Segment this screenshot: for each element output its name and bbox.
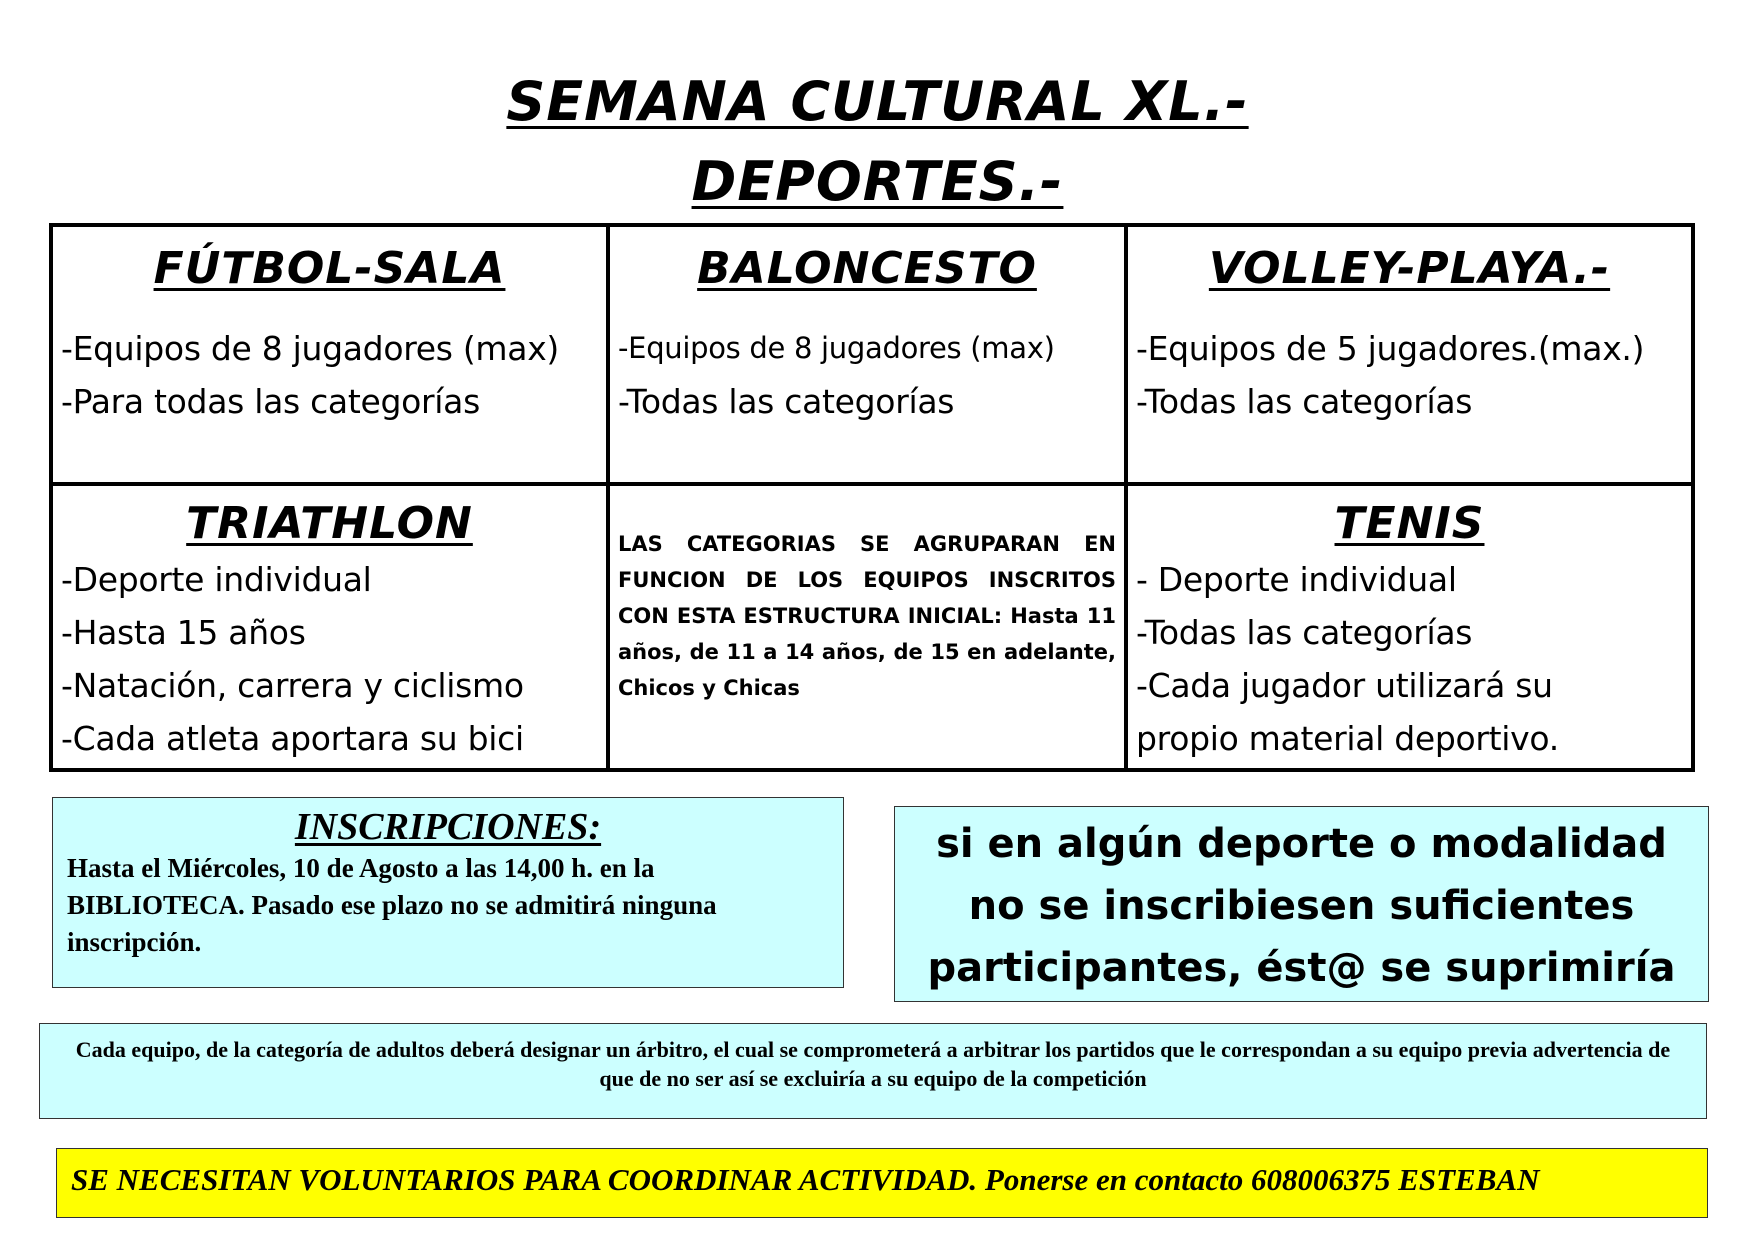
page-subtitle: DEPORTES.- [691,150,1064,213]
tenis-cell [1128,486,1691,768]
categories-note: LAS CATEGORIAS SE AGRUPARAN EN FUNCION DE LOS EQUIPOS INSCRITOS CON ESTA ESTRUCTURA INICIAL: Hasta 11 años, de 11 a 14 años, de 15 en adelante, Chicos y Chicas [618,532,1116,700]
baloncesto-cell [610,227,1128,486]
volley-playa-title: VOLLEY-PLAYA.- [1208,243,1611,294]
referee-notice-text: Cada equipo, de la categoría de adultos deberá designar un árbitro, el cual se comprometerá a arbitrar los partidos que le correspondan a su equipo previa advertencia de que de no ser así se excluiría a su equipo de la competición [75,1037,1671,1091]
sports-table [49,223,1695,772]
baloncesto-title: BALONCESTO [697,243,1037,294]
inscripciones-box [52,797,844,988]
page-title: SEMANA CULTURAL XL.- [506,70,1249,133]
inscripciones-text: Hasta el Miércoles, 10 de Agosto a las 14,00 h. en la BIBLIOTECA. Pasado ese plazo no se admitirá ninguna inscripción. [67,853,717,957]
list-item: -Deporte individual [61,560,372,599]
list-item: -Todas las categorías [1136,613,1473,652]
volunteer-box [56,1148,1708,1218]
list-item: -Cada atleta aportara su bici [61,719,524,758]
baloncesto-list [618,322,1116,428]
list-item: -Equipos de 8 jugadores (max) [618,331,1055,365]
futbol-sala-title: FÚTBOL-SALA [153,243,506,294]
volley-playa-list [1136,322,1683,428]
list-item: -Cada jugador utilizará su [1136,666,1553,705]
futbol-sala-cell [53,227,610,486]
list-item: - Deporte individual [1136,560,1457,599]
list-item: -Todas las categorías [1136,382,1473,421]
triathlon-title: TRIATHLON [186,498,473,549]
warning-text: si en algún deporte o modalidad no se inscribiesen suficientes participantes, ést@ se suprimiría [927,821,1676,991]
volley-playa-cell [1128,227,1691,486]
list-item: propio material deportivo. [1136,719,1559,758]
tenis-list [1136,553,1683,765]
tenis-title: TENIS [1334,498,1485,549]
warning-box [894,806,1709,1002]
triathlon-cell [53,486,610,768]
list-item: -Equipos de 5 jugadores.(max.) [1136,329,1645,368]
volunteer-text: SE NECESITAN VOLUNTARIOS PARA COORDINAR ACTIVIDAD. Ponerse en contacto 608006375 ESTEBAN [71,1162,1540,1197]
list-item: -Hasta 15 años [61,613,306,652]
list-item: -Equipos de 8 jugadores (max) [61,329,559,368]
triathlon-list [61,553,598,765]
futbol-sala-list [61,322,598,428]
inscripciones-title: INSCRIPCIONES: [294,806,602,848]
categories-cell [610,486,1128,768]
list-item: -Para todas las categorías [61,382,480,421]
list-item: -Natación, carrera y ciclismo [61,666,524,705]
list-item: -Todas las categorías [618,382,955,421]
referee-notice-box [39,1023,1707,1119]
